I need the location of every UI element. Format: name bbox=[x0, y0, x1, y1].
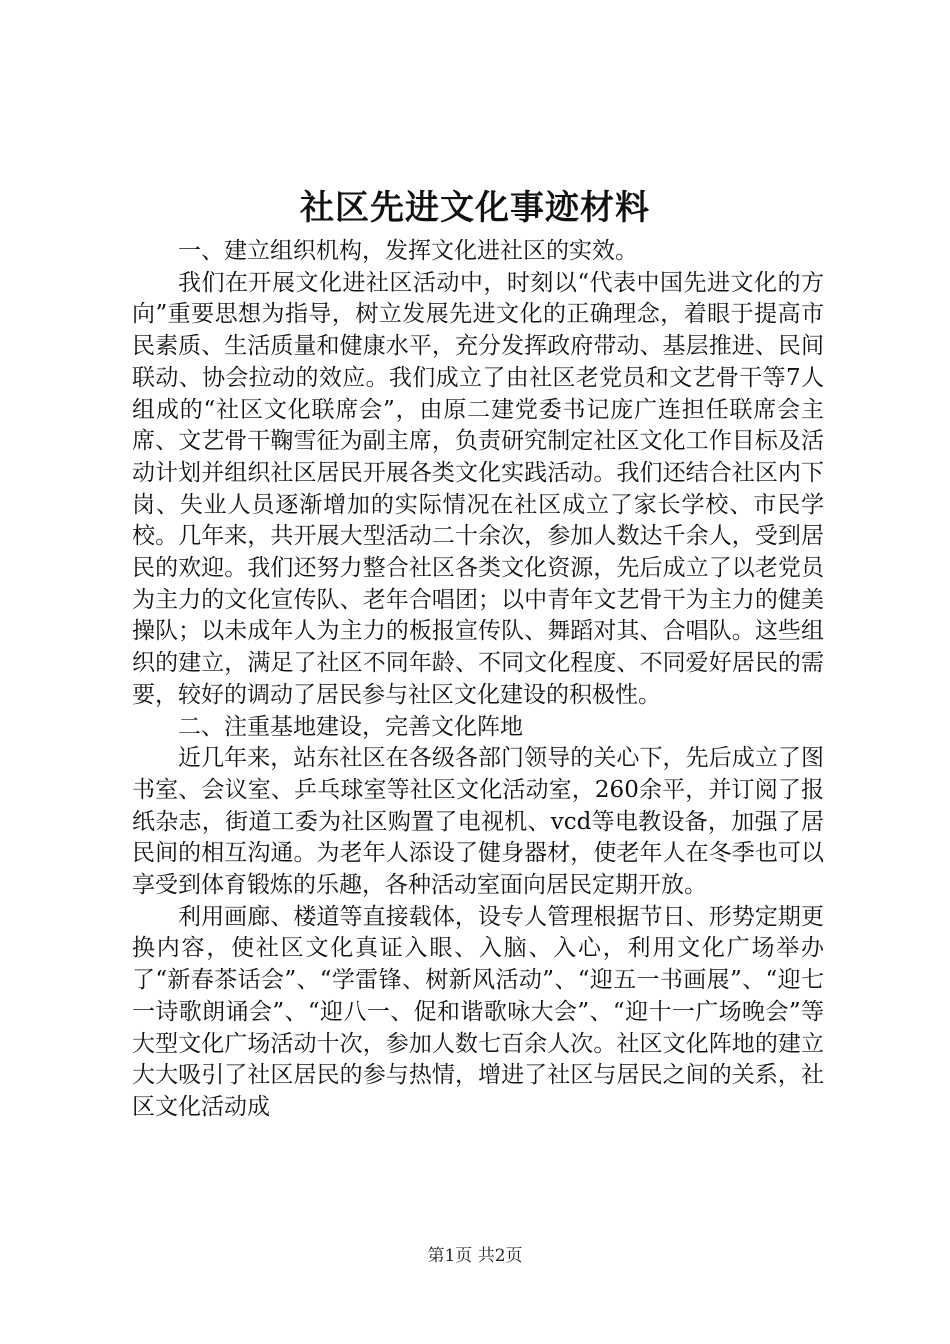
section-heading-2: 二、注重基地建设，完善文化阵地 bbox=[178, 713, 523, 740]
section-2-paragraph-1: 近几年来，站东社区在各级各部门领导的关心下，先后成立了图书室、会议室、乒乓球室等社区文化活动室，260余平，并订阅了报纸杂志，街道工委为社区购置了电视机、vcd等电教设备，加强了居民间的相互沟通。为老年人添设了健身器材，使老年人在冬季也可以享受到体育锻炼的乐趣，各种活动室面向居民定期开放。 bbox=[132, 745, 824, 899]
section-1-paragraph-1: 我们在开展文化进社区活动中，时刻以“代表中国先进文化的方向”重要思想为指导，树立发展先进文化的正确理念，着眼于提高市民素质、生活质量和健康水平，充分发挥政府带动、基层推进、民间联动、协会拉动的效应。我们成立了由社区老党员和文艺骨干等7人组成的“社区文化联席会”，由原二建党委书记庞广连担任联席会主席、文艺骨干鞠雪征为副主席，负责研究制定社区文化工作目标及活动计划并组织社区居民开展各类文化实践活动。我们还结合社区内下岗、失业人员逐渐增加的实际情况在社区成立了家长学校、市民学校。几年来，共开展大型活动二十余次，参加人数达千余人，受到居民的欢迎。我们还努力整合社区各类文化资源，先后成立了以老党员为主力的文化宣传队、老年合唱团；以中青年文艺骨干为主力的健美操队；以未成年人为主力的板报宣传队、舞蹈对其、合唱队。这些组织的建立，满足了社区不同年龄、不同文化程度、不同爱好居民的需要，较好的调动了居民参与社区文化建设的积极性。 bbox=[132, 269, 824, 708]
page-number-footer: 第1页 共2页 bbox=[427, 1246, 523, 1266]
section-heading-1: 一、建立组织机构，发挥文化进社区的实效。 bbox=[178, 238, 638, 264]
document-title: 社区先进文化事迹材料 bbox=[300, 188, 650, 228]
document-body bbox=[132, 236, 824, 1124]
section-2-paragraph-2: 利用画廊、楼道等直接载体，设专人管理根据节日、形势定期更换内容，使社区文化真证入眼、入脑、入心，利用文化广场举办了“新春茶话会”、“学雷锋、树新风活动”、“迎五一书画展”、“迎七一诗歌朗诵会”、“迎八一、促和谐歌咏大会”、“迎十一广场晚会”等大型文化广场活动十次，参加人数七百余人次。社区文化阵地的建立大大吸引了社区居民的参与热情，增进了社区与居民之间的关系，社区文化活动成 bbox=[132, 903, 824, 1120]
